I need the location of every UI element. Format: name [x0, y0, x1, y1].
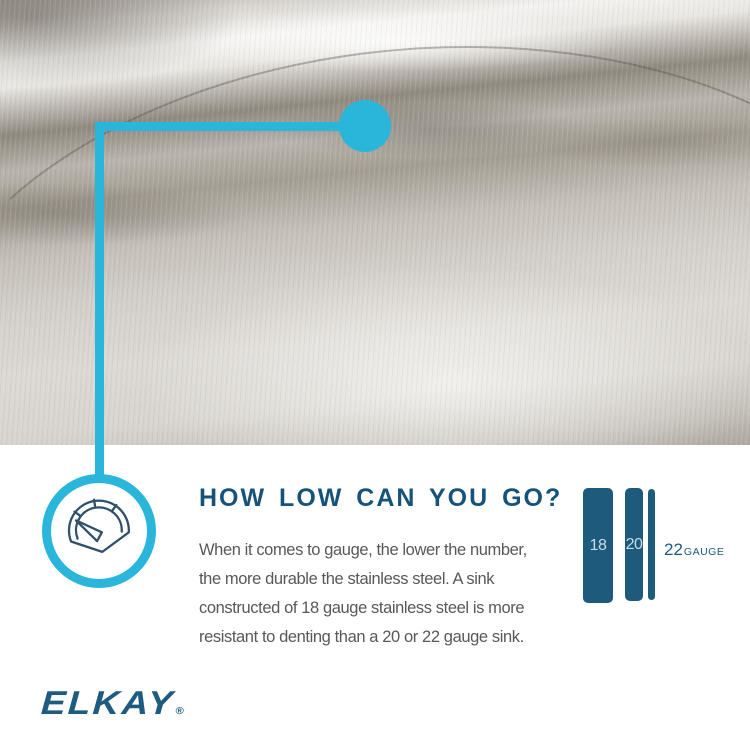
headline: HOW LOW CAN YOU GO? — [199, 484, 563, 512]
gauge-bar-20-label: 20 — [625, 535, 643, 553]
callout-dot — [339, 100, 391, 152]
gauge-bar-18-label: 18 — [589, 536, 607, 554]
gauge-bar-20 — [625, 488, 643, 601]
brand-logo — [40, 684, 185, 722]
body-line-1: When it comes to gauge, the lower the number, — [199, 541, 527, 559]
registered-trademark-icon: ® — [175, 706, 185, 717]
gauge-icon-circle — [42, 474, 156, 588]
body-copy — [199, 536, 527, 652]
callout-line-vertical — [95, 122, 104, 476]
body-line-4: resistant to denting than a 20 or 22 gauge sink. — [199, 628, 524, 646]
gauge-legend — [664, 540, 724, 560]
body-line-3: constructed of 18 gauge stainless steel is more — [199, 599, 525, 617]
gauge-bar-18 — [583, 488, 613, 603]
gauge-legend-number: 22 — [664, 540, 683, 559]
gauge-dial-icon — [55, 496, 143, 566]
gauge-bar-22 — [648, 489, 655, 600]
body-line-2: the more durable the stainless steel. A sink — [199, 570, 495, 588]
callout-line-horizontal — [95, 122, 347, 131]
brand-logo-text: ELKAY — [40, 684, 176, 721]
gauge-legend-unit: GAUGE — [683, 546, 725, 558]
